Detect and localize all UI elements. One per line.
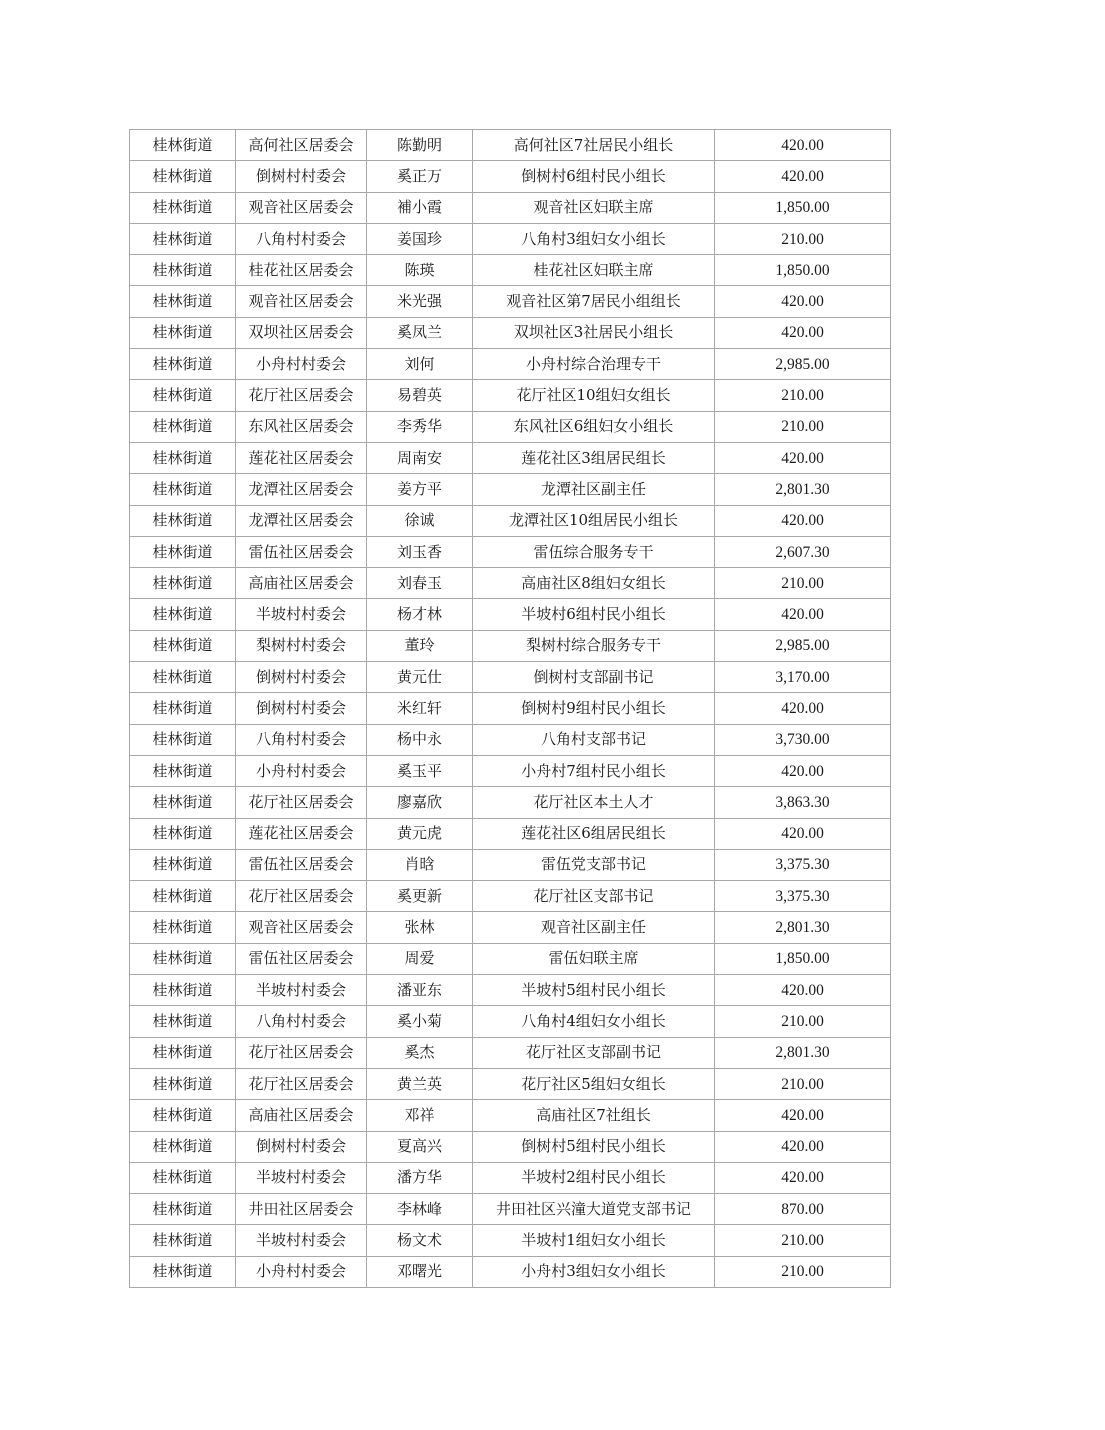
amount-cell: 420.00	[715, 818, 891, 849]
position-cell: 桂花社区妇联主席	[473, 255, 715, 286]
committee-cell: 倒树村村委会	[236, 1131, 367, 1162]
amount-cell: 420.00	[715, 693, 891, 724]
committee-cell: 双坝社区居委会	[236, 317, 367, 348]
table-row	[130, 474, 891, 505]
committee-cell: 观音社区居委会	[236, 912, 367, 943]
committee-cell: 莲花社区居委会	[236, 818, 367, 849]
table-row	[130, 349, 891, 380]
committee-cell: 高何社区居委会	[236, 130, 367, 161]
amount-cell: 2,985.00	[715, 349, 891, 380]
position-cell: 雷伍党支部书记	[473, 849, 715, 880]
table-row	[130, 317, 891, 348]
position-cell: 莲花社区6组居民组长	[473, 818, 715, 849]
position-cell: 倒树村支部副书记	[473, 662, 715, 693]
name-cell: 奚正万	[367, 161, 473, 192]
table-row	[130, 442, 891, 473]
name-cell: 姜方平	[367, 474, 473, 505]
table-row	[130, 1037, 891, 1068]
street-cell: 桂林街道	[130, 693, 236, 724]
position-cell: 倒树村5组村民小组长	[473, 1131, 715, 1162]
table-row	[130, 724, 891, 755]
name-cell: 易碧英	[367, 380, 473, 411]
amount-cell: 210.00	[715, 1006, 891, 1037]
position-cell: 龙潭社区10组居民小组长	[473, 505, 715, 536]
position-cell: 花厅社区支部副书记	[473, 1037, 715, 1068]
position-cell: 高庙社区8组妇女组长	[473, 568, 715, 599]
amount-cell: 3,375.30	[715, 849, 891, 880]
table-row	[130, 975, 891, 1006]
street-cell: 桂林街道	[130, 599, 236, 630]
name-cell: 潘方华	[367, 1162, 473, 1193]
amount-cell: 2,607.30	[715, 536, 891, 567]
name-cell: 黄元仕	[367, 662, 473, 693]
committee-cell: 高庙社区居委会	[236, 568, 367, 599]
street-cell: 桂林街道	[130, 943, 236, 974]
amount-cell: 2,985.00	[715, 630, 891, 661]
street-cell: 桂林街道	[130, 130, 236, 161]
amount-cell: 420.00	[715, 505, 891, 536]
amount-cell: 210.00	[715, 1068, 891, 1099]
committee-cell: 八角村村委会	[236, 223, 367, 254]
committee-cell: 花厅社区居委会	[236, 380, 367, 411]
amount-cell: 3,375.30	[715, 881, 891, 912]
committee-cell: 小舟村村委会	[236, 755, 367, 786]
committee-cell: 小舟村村委会	[236, 1256, 367, 1287]
street-cell: 桂林街道	[130, 662, 236, 693]
table-row	[130, 1131, 891, 1162]
amount-cell: 3,170.00	[715, 662, 891, 693]
amount-cell: 420.00	[715, 1100, 891, 1131]
amount-cell: 210.00	[715, 568, 891, 599]
amount-cell: 210.00	[715, 223, 891, 254]
street-cell: 桂林街道	[130, 192, 236, 223]
committee-cell: 八角村村委会	[236, 724, 367, 755]
position-cell: 观音社区副主任	[473, 912, 715, 943]
table-row	[130, 943, 891, 974]
name-cell: 姜国珍	[367, 223, 473, 254]
street-cell: 桂林街道	[130, 223, 236, 254]
committee-cell: 龙潭社区居委会	[236, 474, 367, 505]
name-cell: 杨文术	[367, 1225, 473, 1256]
committee-cell: 观音社区居委会	[236, 286, 367, 317]
position-cell: 花厅社区支部书记	[473, 881, 715, 912]
amount-cell: 420.00	[715, 1131, 891, 1162]
position-cell: 花厅社区5组妇女组长	[473, 1068, 715, 1099]
position-cell: 小舟村7组村民小组长	[473, 755, 715, 786]
name-cell: 潘亚东	[367, 975, 473, 1006]
roster-table-body	[130, 130, 891, 1288]
name-cell: 廖嘉欣	[367, 787, 473, 818]
table-row	[130, 1162, 891, 1193]
name-cell: 奚更新	[367, 881, 473, 912]
table-row	[130, 286, 891, 317]
street-cell: 桂林街道	[130, 818, 236, 849]
street-cell: 桂林街道	[130, 975, 236, 1006]
amount-cell: 870.00	[715, 1194, 891, 1225]
street-cell: 桂林街道	[130, 442, 236, 473]
committee-cell: 花厅社区居委会	[236, 881, 367, 912]
street-cell: 桂林街道	[130, 1006, 236, 1037]
amount-cell: 2,801.30	[715, 912, 891, 943]
roster-table	[129, 129, 891, 1288]
table-row	[130, 505, 891, 536]
position-cell: 井田社区兴潼大道党支部书记	[473, 1194, 715, 1225]
street-cell: 桂林街道	[130, 881, 236, 912]
street-cell: 桂林街道	[130, 536, 236, 567]
amount-cell: 2,801.30	[715, 1037, 891, 1068]
street-cell: 桂林街道	[130, 787, 236, 818]
amount-cell: 420.00	[715, 130, 891, 161]
position-cell: 小舟村综合治理专干	[473, 349, 715, 380]
position-cell: 莲花社区3组居民组长	[473, 442, 715, 473]
name-cell: 陈勤明	[367, 130, 473, 161]
table-row	[130, 1100, 891, 1131]
street-cell: 桂林街道	[130, 1256, 236, 1287]
committee-cell: 倒树村村委会	[236, 662, 367, 693]
table-row	[130, 693, 891, 724]
name-cell: 奚凤兰	[367, 317, 473, 348]
position-cell: 倒树村6组村民小组长	[473, 161, 715, 192]
name-cell: 黄兰英	[367, 1068, 473, 1099]
committee-cell: 八角村村委会	[236, 1006, 367, 1037]
street-cell: 桂林街道	[130, 1100, 236, 1131]
table-row	[130, 1225, 891, 1256]
street-cell: 桂林街道	[130, 349, 236, 380]
street-cell: 桂林街道	[130, 411, 236, 442]
committee-cell: 东风社区居委会	[236, 411, 367, 442]
street-cell: 桂林街道	[130, 255, 236, 286]
name-cell: 董玲	[367, 630, 473, 661]
amount-cell: 210.00	[715, 1225, 891, 1256]
committee-cell: 雷伍社区居委会	[236, 943, 367, 974]
table-row	[130, 787, 891, 818]
amount-cell: 420.00	[715, 286, 891, 317]
committee-cell: 半坡村村委会	[236, 975, 367, 1006]
committee-cell: 桂花社区居委会	[236, 255, 367, 286]
position-cell: 梨树村综合服务专干	[473, 630, 715, 661]
position-cell: 雷伍综合服务专干	[473, 536, 715, 567]
position-cell: 半坡村5组村民小组长	[473, 975, 715, 1006]
committee-cell: 倒树村村委会	[236, 693, 367, 724]
position-cell: 观音社区第7居民小组组长	[473, 286, 715, 317]
name-cell: 邓曙光	[367, 1256, 473, 1287]
amount-cell: 420.00	[715, 599, 891, 630]
table-row	[130, 755, 891, 786]
table-row	[130, 130, 891, 161]
table-row	[130, 223, 891, 254]
committee-cell: 倒树村村委会	[236, 161, 367, 192]
position-cell: 半坡村6组村民小组长	[473, 599, 715, 630]
position-cell: 观音社区妇联主席	[473, 192, 715, 223]
name-cell: 奚小菊	[367, 1006, 473, 1037]
name-cell: 张林	[367, 912, 473, 943]
street-cell: 桂林街道	[130, 849, 236, 880]
committee-cell: 花厅社区居委会	[236, 1037, 367, 1068]
street-cell: 桂林街道	[130, 380, 236, 411]
street-cell: 桂林街道	[130, 505, 236, 536]
name-cell: 邓祥	[367, 1100, 473, 1131]
table-row	[130, 912, 891, 943]
position-cell: 东风社区6组妇女小组长	[473, 411, 715, 442]
position-cell: 半坡村1组妇女小组长	[473, 1225, 715, 1256]
table-row	[130, 161, 891, 192]
committee-cell: 花厅社区居委会	[236, 1068, 367, 1099]
committee-cell: 半坡村村委会	[236, 599, 367, 630]
name-cell: 杨才林	[367, 599, 473, 630]
street-cell: 桂林街道	[130, 1068, 236, 1099]
name-cell: 周南安	[367, 442, 473, 473]
name-cell: 夏高兴	[367, 1131, 473, 1162]
position-cell: 高庙社区7社组长	[473, 1100, 715, 1131]
name-cell: 補小霞	[367, 192, 473, 223]
amount-cell: 210.00	[715, 380, 891, 411]
position-cell: 倒树村9组村民小组长	[473, 693, 715, 724]
street-cell: 桂林街道	[130, 1162, 236, 1193]
committee-cell: 龙潭社区居委会	[236, 505, 367, 536]
table-row	[130, 662, 891, 693]
table-row	[130, 1006, 891, 1037]
amount-cell: 1,850.00	[715, 943, 891, 974]
position-cell: 半坡村2组村民小组长	[473, 1162, 715, 1193]
street-cell: 桂林街道	[130, 317, 236, 348]
name-cell: 奚玉平	[367, 755, 473, 786]
committee-cell: 雷伍社区居委会	[236, 849, 367, 880]
street-cell: 桂林街道	[130, 161, 236, 192]
position-cell: 花厅社区本土人才	[473, 787, 715, 818]
position-cell: 小舟村3组妇女小组长	[473, 1256, 715, 1287]
table-row	[130, 881, 891, 912]
name-cell: 李秀华	[367, 411, 473, 442]
street-cell: 桂林街道	[130, 1037, 236, 1068]
amount-cell: 2,801.30	[715, 474, 891, 505]
table-row	[130, 1256, 891, 1287]
position-cell: 双坝社区3社居民小组长	[473, 317, 715, 348]
amount-cell: 210.00	[715, 411, 891, 442]
committee-cell: 高庙社区居委会	[236, 1100, 367, 1131]
committee-cell: 井田社区居委会	[236, 1194, 367, 1225]
committee-cell: 花厅社区居委会	[236, 787, 367, 818]
name-cell: 李林峰	[367, 1194, 473, 1225]
street-cell: 桂林街道	[130, 1131, 236, 1162]
name-cell: 刘何	[367, 349, 473, 380]
position-cell: 八角村支部书记	[473, 724, 715, 755]
amount-cell: 420.00	[715, 442, 891, 473]
table-row	[130, 1194, 891, 1225]
table-row	[130, 192, 891, 223]
committee-cell: 梨树村村委会	[236, 630, 367, 661]
position-cell: 龙潭社区副主任	[473, 474, 715, 505]
committee-cell: 小舟村村委会	[236, 349, 367, 380]
position-cell: 高何社区7社居民小组长	[473, 130, 715, 161]
name-cell: 周爱	[367, 943, 473, 974]
amount-cell: 210.00	[715, 1256, 891, 1287]
committee-cell: 观音社区居委会	[236, 192, 367, 223]
name-cell: 杨中永	[367, 724, 473, 755]
amount-cell: 3,863.30	[715, 787, 891, 818]
street-cell: 桂林街道	[130, 630, 236, 661]
table-row	[130, 411, 891, 442]
table-row	[130, 599, 891, 630]
street-cell: 桂林街道	[130, 724, 236, 755]
position-cell: 雷伍妇联主席	[473, 943, 715, 974]
name-cell: 刘玉香	[367, 536, 473, 567]
table-row	[130, 536, 891, 567]
amount-cell: 420.00	[715, 975, 891, 1006]
name-cell: 米光强	[367, 286, 473, 317]
position-cell: 八角村3组妇女小组长	[473, 223, 715, 254]
committee-cell: 半坡村村委会	[236, 1162, 367, 1193]
committee-cell: 半坡村村委会	[236, 1225, 367, 1256]
table-row	[130, 568, 891, 599]
amount-cell: 3,730.00	[715, 724, 891, 755]
table-row	[130, 255, 891, 286]
name-cell: 徐诚	[367, 505, 473, 536]
table-row	[130, 818, 891, 849]
table-row	[130, 1068, 891, 1099]
amount-cell: 420.00	[715, 1162, 891, 1193]
amount-cell: 420.00	[715, 317, 891, 348]
amount-cell: 1,850.00	[715, 192, 891, 223]
committee-cell: 莲花社区居委会	[236, 442, 367, 473]
amount-cell: 420.00	[715, 755, 891, 786]
name-cell: 黄元虎	[367, 818, 473, 849]
amount-cell: 1,850.00	[715, 255, 891, 286]
name-cell: 陈瑛	[367, 255, 473, 286]
name-cell: 奚杰	[367, 1037, 473, 1068]
amount-cell: 420.00	[715, 161, 891, 192]
position-cell: 八角村4组妇女小组长	[473, 1006, 715, 1037]
committee-cell: 雷伍社区居委会	[236, 536, 367, 567]
street-cell: 桂林街道	[130, 1194, 236, 1225]
position-cell: 花厅社区10组妇女组长	[473, 380, 715, 411]
table-row	[130, 630, 891, 661]
name-cell: 米红轩	[367, 693, 473, 724]
street-cell: 桂林街道	[130, 474, 236, 505]
street-cell: 桂林街道	[130, 568, 236, 599]
street-cell: 桂林街道	[130, 755, 236, 786]
street-cell: 桂林街道	[130, 286, 236, 317]
table-row	[130, 380, 891, 411]
table-row	[130, 849, 891, 880]
name-cell: 肖晗	[367, 849, 473, 880]
name-cell: 刘春玉	[367, 568, 473, 599]
street-cell: 桂林街道	[130, 1225, 236, 1256]
street-cell: 桂林街道	[130, 912, 236, 943]
